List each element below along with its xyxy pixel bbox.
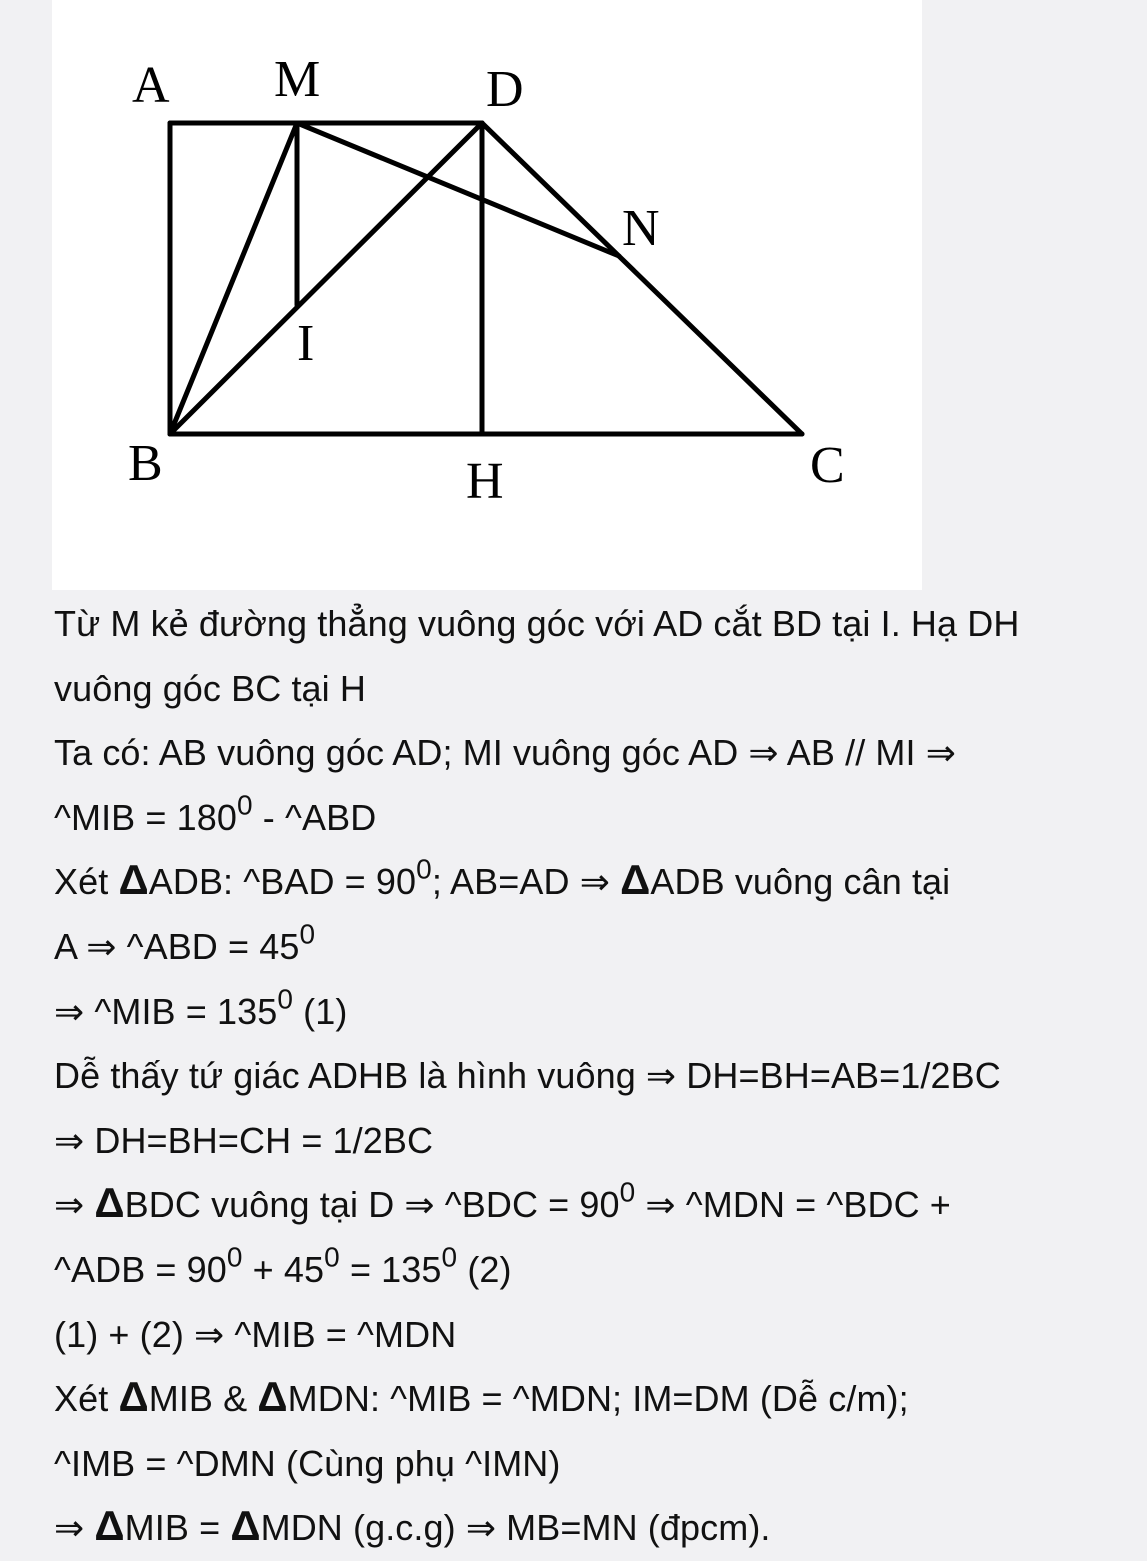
text-fragment: ⇒ (54, 1184, 95, 1226)
text-line (54, 915, 1129, 980)
triangle-icon: Δ (94, 1502, 125, 1550)
label-N: N (622, 200, 660, 257)
text-line: ⇒ DH=BH=CH = 1/2BC (54, 1119, 434, 1161)
text-line (54, 786, 1129, 851)
geometry-figure (52, 0, 922, 590)
degree-superscript: 0 (237, 789, 253, 821)
triangle-icon: Δ (257, 1373, 288, 1421)
label-I: I (297, 315, 315, 372)
solution-text (54, 592, 1129, 1561)
degree-superscript: 0 (277, 983, 294, 1015)
text-line (54, 1238, 1129, 1303)
degree-superscript: 0 (226, 1241, 243, 1273)
text-line: vuông góc BC tại H (54, 667, 366, 709)
text-fragment: ADB: ^BAD = 90 (148, 861, 417, 903)
degree-superscript: 0 (619, 1176, 636, 1208)
text-fragment: A ⇒ ^ABD = 45 (54, 925, 300, 967)
triangle-icon: Δ (118, 1373, 149, 1421)
label-M: M (274, 51, 321, 108)
triangle-icon: Δ (118, 856, 149, 904)
text-fragment: BDC vuông tại D ⇒ ^BDC = 90 (124, 1184, 620, 1226)
text-fragment: MDN (g.c.g) ⇒ MB=MN (đpcm). (260, 1507, 771, 1549)
degree-superscript: 0 (441, 1241, 458, 1273)
text-fragment: Xét (54, 861, 119, 903)
text-fragment: MIB = (124, 1507, 231, 1549)
text-fragment: ⇒ (54, 1507, 95, 1549)
text-line: (1) + (2) ⇒ ^MIB = ^MDN (54, 1313, 457, 1355)
degree-superscript: 0 (416, 853, 432, 885)
segment-BD (170, 123, 482, 434)
text-fragment: ⇒ ^MDN = ^BDC + (635, 1184, 951, 1226)
text-fragment: + 45 (242, 1248, 325, 1290)
text-line: ^IMB = ^DMN (Cùng phụ ^IMN) (54, 1442, 561, 1484)
label-D: D (486, 61, 524, 118)
text-fragment: = 135 (339, 1248, 442, 1290)
text-fragment: ^MIB = 180 (54, 796, 237, 838)
degree-superscript: 0 (299, 918, 316, 950)
label-H: H (466, 453, 504, 510)
geometry-diagram (52, 0, 922, 590)
text-fragment: - ^ABD (252, 796, 377, 838)
label-A: A (132, 57, 170, 114)
text-fragment: ; AB=AD ⇒ (431, 861, 621, 903)
text-fragment: MIB & (148, 1378, 258, 1420)
text-line: Ta có: AB vuông góc AD; MI vuông góc AD ⇒ AB // MI ⇒ (54, 732, 956, 774)
triangle-icon: Δ (620, 856, 651, 904)
text-fragment: Xét (54, 1378, 119, 1420)
degree-superscript: 0 (324, 1241, 340, 1273)
segment-MN (297, 123, 619, 256)
text-fragment: (2) (457, 1248, 512, 1290)
text-fragment: ⇒ ^MIB = 135 (54, 990, 278, 1032)
text-line (54, 850, 1129, 915)
segment-DC (482, 123, 802, 434)
text-fragment: ^ADB = 90 (54, 1248, 227, 1290)
text-fragment: MDN: ^MIB = ^MDN; IM=DM (Dễ c/m); (287, 1378, 909, 1420)
triangle-icon: Δ (94, 1179, 125, 1227)
label-B: B (128, 435, 163, 492)
text-line: Từ M kẻ đường thẳng vuông góc với AD cắt BD tại I. Hạ DH (54, 603, 1020, 644)
text-fragment: (1) (293, 990, 348, 1032)
text-line (54, 1496, 1129, 1561)
text-fragment: ADB vuông cân tại (650, 861, 951, 903)
text-line (54, 980, 1129, 1045)
segment-BM (170, 123, 297, 434)
text-line (54, 1173, 1129, 1238)
triangle-icon: Δ (230, 1502, 261, 1550)
text-line: Dễ thấy tứ giác ADHB là hình vuông ⇒ DH=BH=AB=1/2BC (54, 1055, 1001, 1097)
label-C: C (810, 437, 845, 494)
text-line (54, 1367, 1129, 1432)
